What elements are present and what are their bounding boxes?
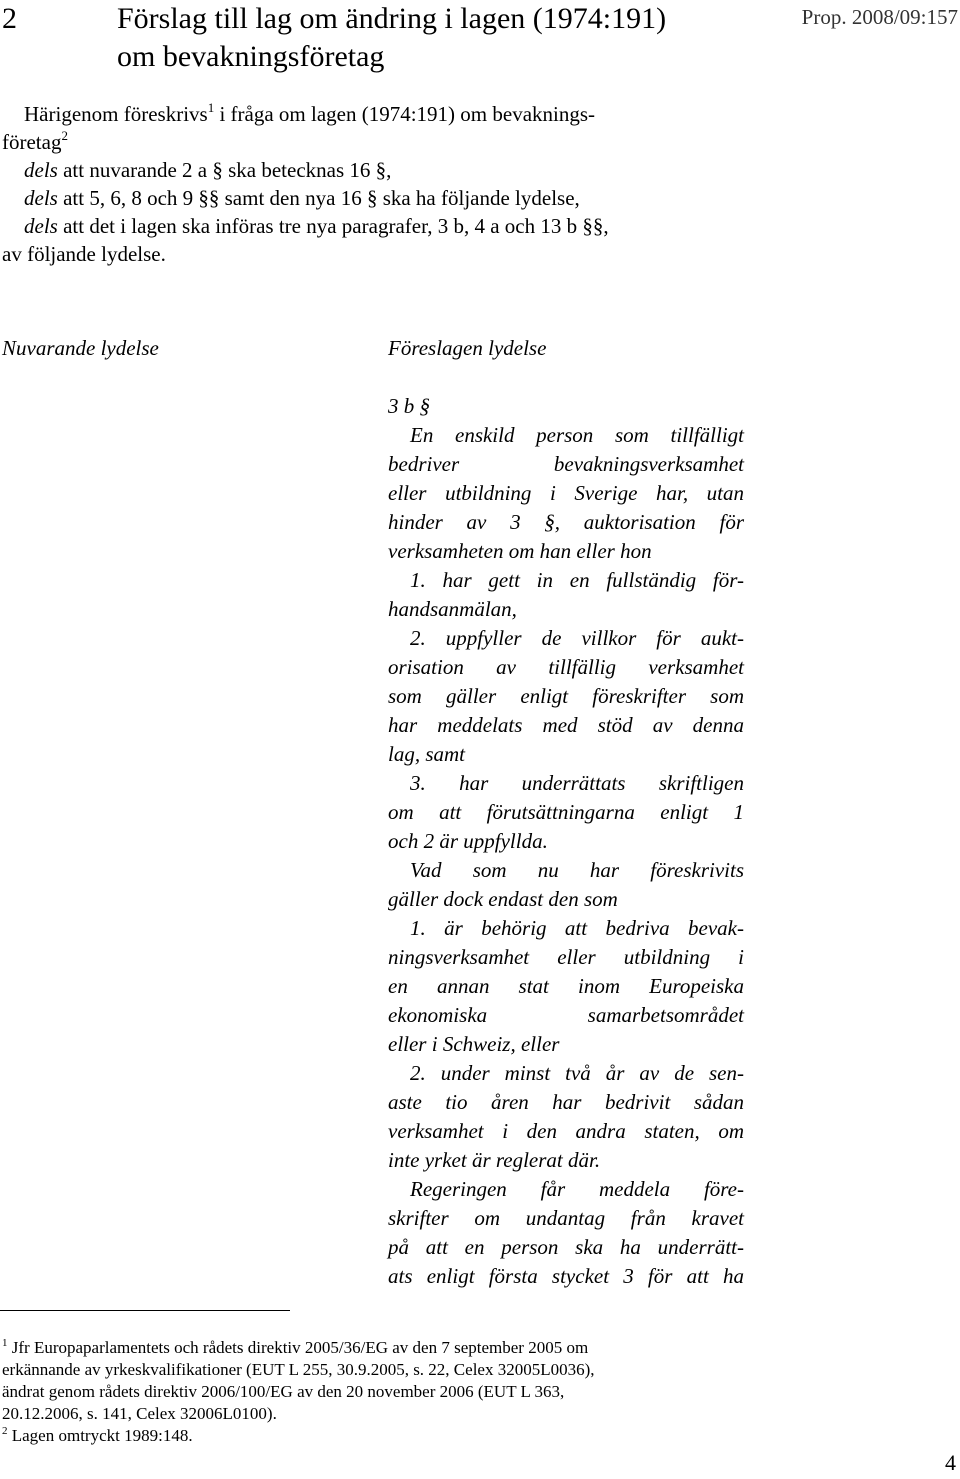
text-line: verksamheten om han eller hon xyxy=(388,539,652,563)
proposed-wording-heading: Föreslagen lydelse xyxy=(388,336,547,360)
text-line: på att en person ska ha underrätt- xyxy=(388,1235,744,1259)
intro-line-2 xyxy=(2,128,752,156)
text-line: en annan stat inom Europeiska xyxy=(388,974,744,998)
text-line: lag, samt xyxy=(388,742,466,766)
text-line: om att förutsättningarna enligt 1 xyxy=(388,800,744,824)
intro-text: Härigenom föreskrivs xyxy=(24,102,208,126)
text-line: 2. uppfyller de villkor för aukt- xyxy=(410,626,744,650)
footnote-text: Jfr Europaparlamentets och rådets direktiv 2005/36/EG av den 7 september 2005 om xyxy=(7,1338,589,1357)
text-line: 2. under minst två år av de sen- xyxy=(410,1061,744,1085)
current-wording-heading: Nuvarande lydelse xyxy=(2,336,159,360)
proposed-wording-column xyxy=(388,392,744,1291)
text-line: hinder av 3 §, auktorisation för xyxy=(388,510,744,534)
text-line: Regeringen får meddela före- xyxy=(410,1177,744,1201)
text-line: handsanmälan, xyxy=(388,597,517,621)
intro-line-1 xyxy=(2,100,752,128)
text-line: verksamhet i den andra staten, om xyxy=(388,1119,744,1143)
footnote-divider xyxy=(0,1310,290,1311)
intro-text: företag xyxy=(2,130,62,154)
text-line: har meddelats med stöd av denna xyxy=(388,713,744,737)
dels-keyword: dels xyxy=(24,214,58,238)
footnote-marker: 2 xyxy=(2,1425,8,1437)
text-line: 3. har underrättats skriftligen xyxy=(410,771,744,795)
text-line: inte yrket är reglerat där. xyxy=(388,1148,601,1172)
intro-text: att nuvarande 2 a § ska betecknas 16 §, xyxy=(57,158,392,182)
footnote-text: 20.12.2006, s. 141, Celex 32006L0100). xyxy=(2,1404,277,1423)
intro-line-6: av följande lydelse. xyxy=(2,242,166,266)
intro-text: i fråga om lagen (1974:191) om bevaknings- xyxy=(214,102,596,126)
text-line: ats enligt första stycket 3 för att ha xyxy=(388,1264,744,1288)
intro-text: att 5, 6, 8 och 9 §§ samt den nya 16 § ska ha följande lydelse, xyxy=(57,186,580,210)
text-line: gäller dock endast den som xyxy=(388,887,618,911)
footnote-2 xyxy=(2,1425,722,1447)
title-line-2: om bevakningsföretag xyxy=(117,40,385,73)
text-line: som gäller enligt föreskrifter som xyxy=(388,684,744,708)
text-line: Vad som nu har föreskrivits xyxy=(410,858,744,882)
section-label: 3 b § xyxy=(388,394,430,418)
text-line: skrifter om undantag från kravet xyxy=(388,1206,744,1230)
text-line: ekonomiska samarbetsområdet xyxy=(388,1003,744,1027)
footnotes xyxy=(2,1337,722,1447)
text-line: orisation av tillfällig verksamhet xyxy=(388,655,744,679)
section-number: 2 xyxy=(2,2,17,35)
footnote-ref-2[interactable]: 2 xyxy=(61,128,68,143)
proposition-reference: Prop. 2008/09:157 xyxy=(801,5,958,29)
intro-line-4 xyxy=(2,184,752,212)
dels-keyword: dels xyxy=(24,158,58,182)
text-line: aste tio åren har bedrivit sådan xyxy=(388,1090,744,1114)
footnote-text: ändrat genom rådets direktiv 2006/100/EG av den 20 november 2006 (EUT L 363, xyxy=(2,1382,565,1401)
footnote-text: Lagen omtryckt 1989:148. xyxy=(7,1426,193,1445)
intro-line-3 xyxy=(2,156,752,184)
text-line: 1. är behörig att bedriva bevak- xyxy=(410,916,744,940)
title-line-1: Förslag till lag om ändring i lagen (1974:191) xyxy=(117,2,667,35)
footnote-marker: 1 xyxy=(2,1337,8,1349)
footnote-1 xyxy=(2,1337,722,1359)
text-line: En enskild person som tillfälligt xyxy=(410,423,744,447)
text-line: ningsverksamhet eller utbildning i xyxy=(388,945,744,969)
text-line: och 2 är uppfyllda. xyxy=(388,829,548,853)
page-number: 4 xyxy=(945,1450,956,1475)
text-line: bedriver bevakningsverksamhet xyxy=(388,452,744,476)
intro-text: att det i lagen ska införas tre nya paragrafer, 3 b, 4 a och 13 b §§, xyxy=(57,214,609,238)
text-line: eller i Schweiz, eller xyxy=(388,1032,560,1056)
text-line: 1. har gett in en fullständig för- xyxy=(410,568,744,592)
footnote-text: erkännande av yrkeskvalifikationer (EUT L 255, 30.9.2005, s. 22, Celex 32005L0036), xyxy=(2,1360,595,1379)
intro-line-5 xyxy=(2,212,752,240)
intro-paragraph xyxy=(2,100,752,268)
dels-keyword: dels xyxy=(24,186,58,210)
text-line: eller utbildning i Sverige har, utan xyxy=(388,481,744,505)
footnote-ref-1[interactable]: 1 xyxy=(207,100,215,115)
page-title xyxy=(117,0,757,76)
